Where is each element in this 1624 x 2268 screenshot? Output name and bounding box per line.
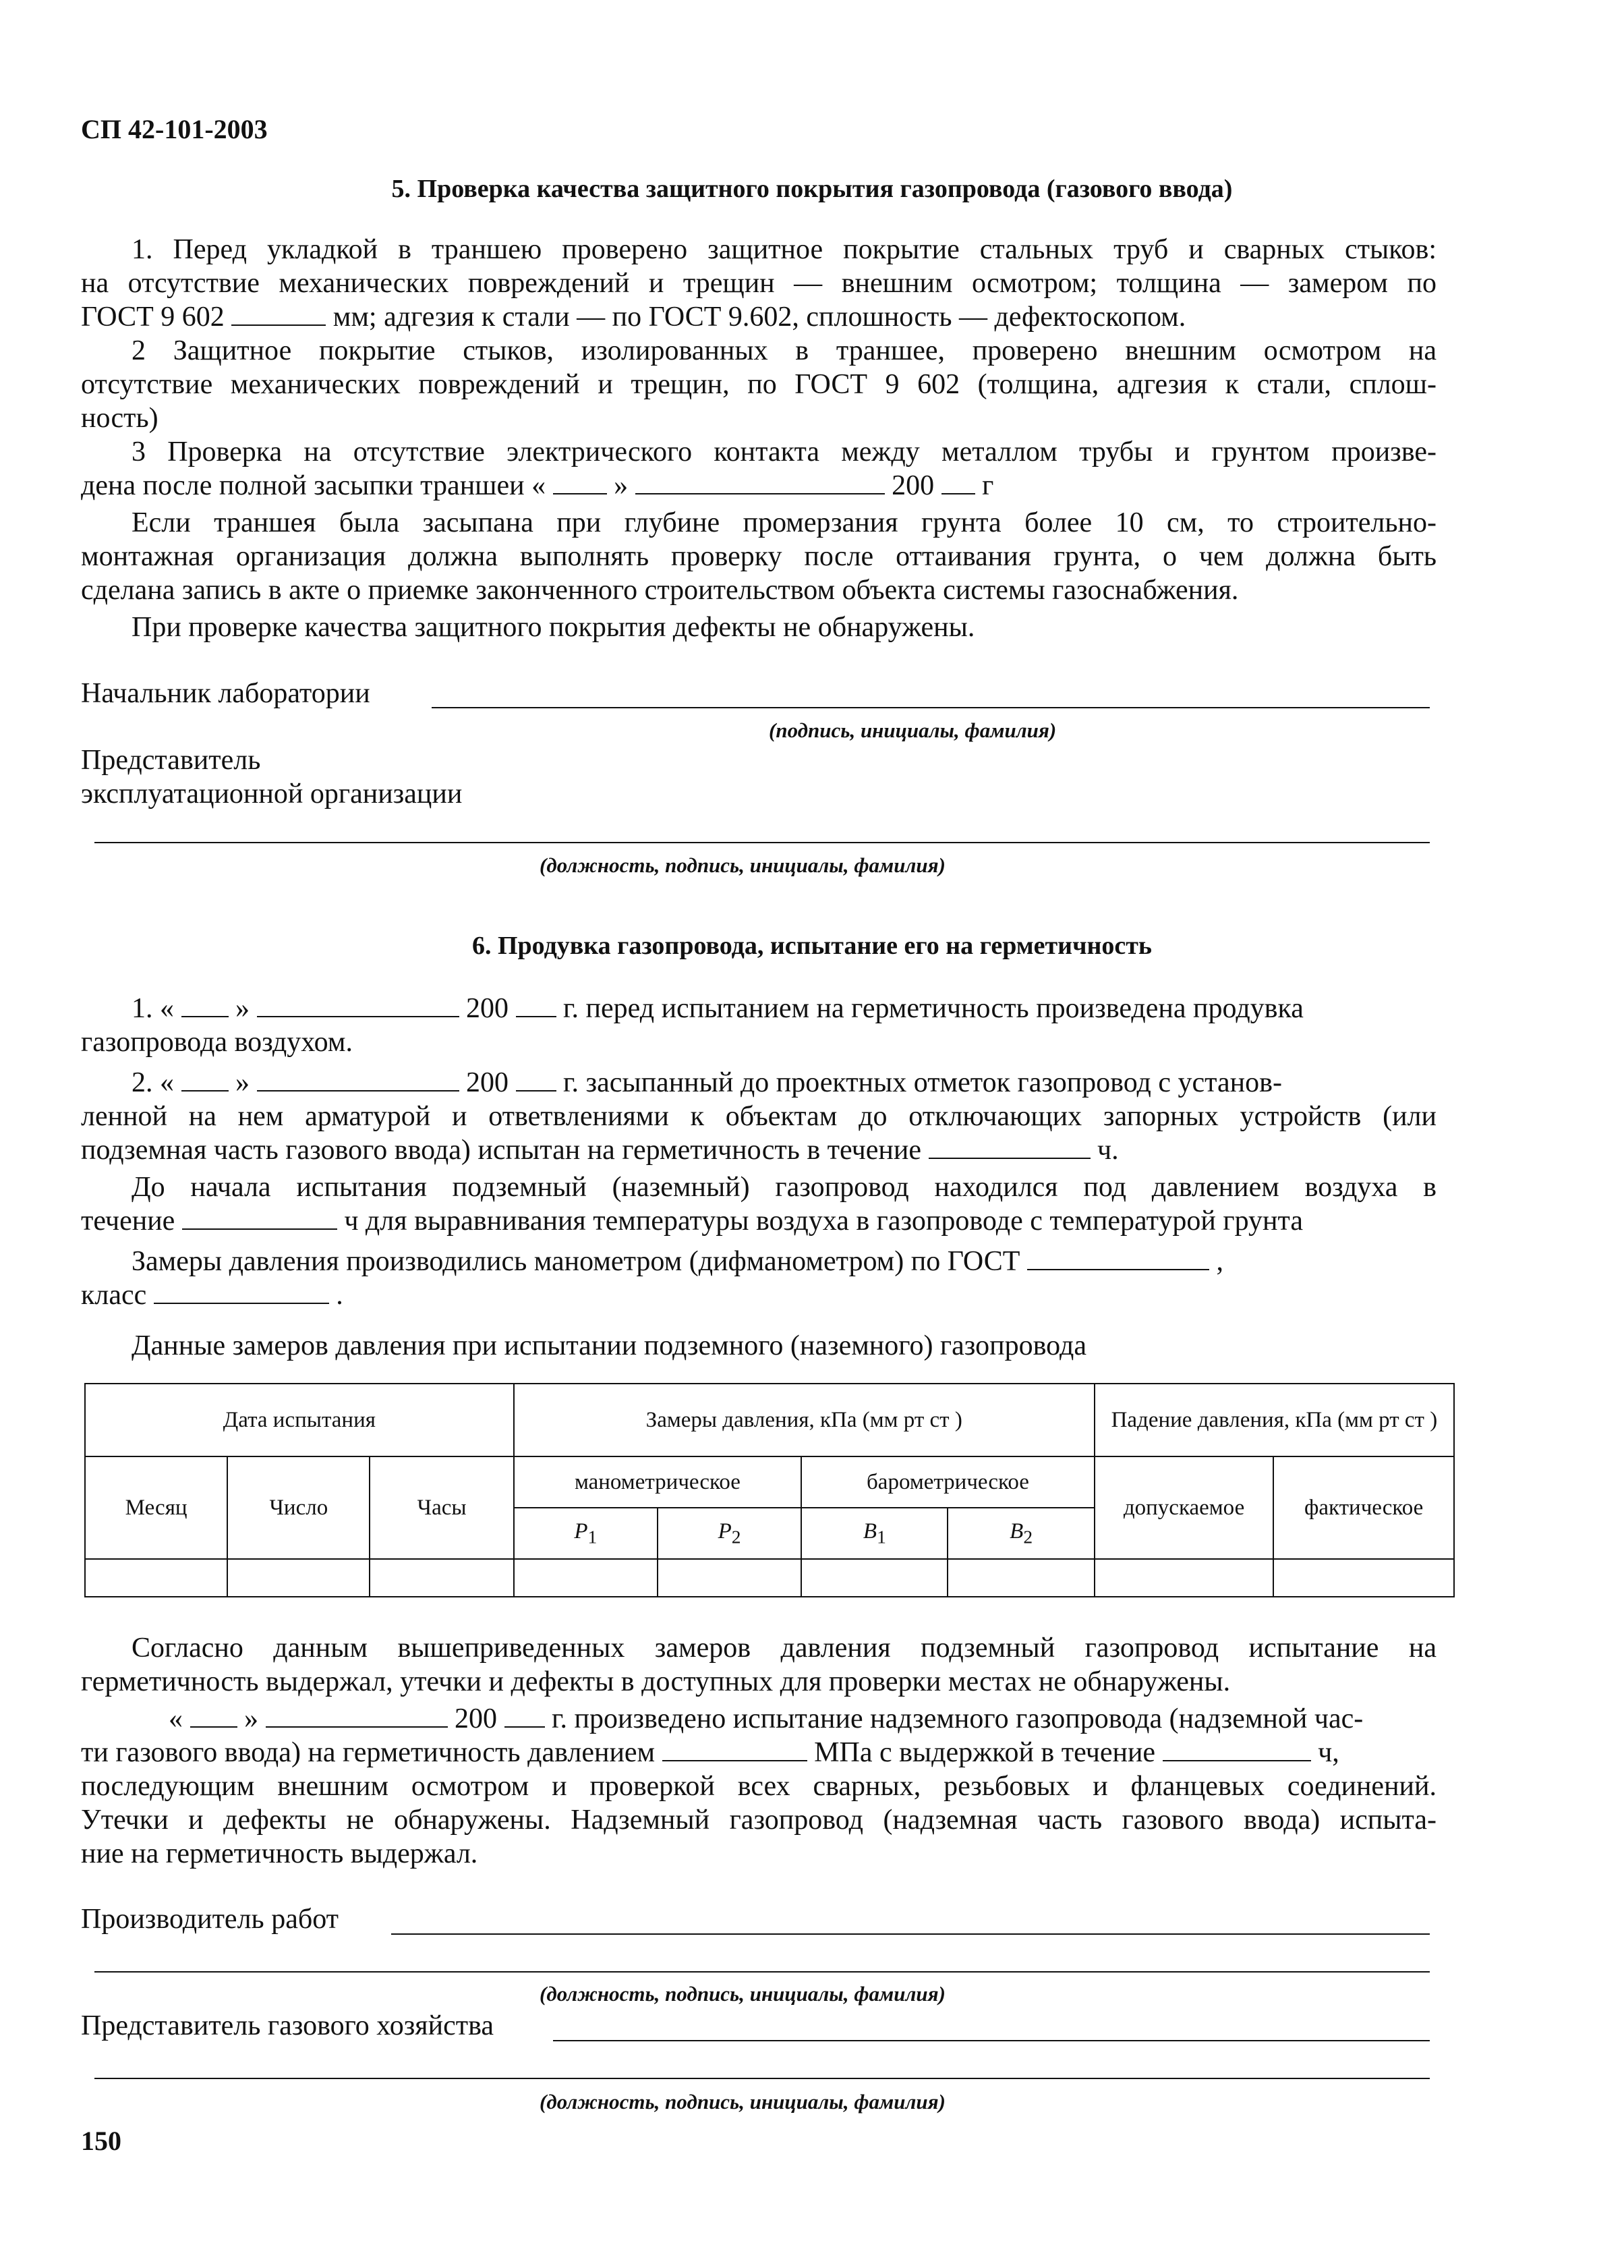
s6-p1-quote: »	[235, 993, 250, 1024]
table-row	[85, 1559, 1454, 1597]
signature-caption-3: (должность, подпись, инициалы, фамилия)	[540, 1982, 946, 2006]
s5-p3-text: дена после полной засыпки траншеи «	[81, 470, 546, 501]
signature-caption-1: (подпись, инициалы, фамилия)	[769, 718, 1057, 742]
s6-p6-line2-text: ти газового ввода) на герметичность давлением	[81, 1737, 656, 1768]
s6-p3-line2	[81, 1204, 1437, 1238]
year-prefix: 200	[892, 470, 935, 501]
lab-head-signature-line[interactable]	[432, 707, 1430, 708]
cell-b2[interactable]	[948, 1559, 1094, 1597]
s6-p1-line1	[81, 992, 1437, 1025]
header-pressure-drop: Падение давления, кПа (мм рт ст )	[1095, 1384, 1454, 1456]
s6-p5-line1: Согласно данным вышеприведенных замеров давления подземный газопровод испытание на	[132, 1633, 1437, 1664]
thickness-blank[interactable]	[231, 302, 326, 326]
header-allowed: допускаемое	[1095, 1456, 1274, 1559]
s6-p3-line1: До начала испытания подземный (наземный) газопровод находился под давлением воздуха в	[132, 1172, 1437, 1203]
s6-p4-text: Замеры давления производились манометром (дифманометром) по ГОСТ	[132, 1246, 1020, 1277]
s6-p6-mpa: МПа с выдержкой в течение	[814, 1737, 1156, 1768]
works-manager-signature-line[interactable]	[391, 1933, 1430, 1935]
quote-close: »	[614, 470, 629, 501]
class-blank[interactable]	[154, 1280, 329, 1304]
s5-p3-line1: 3 Проверка на отсутствие электрического контакта между металлом трубы и грунтом произве-	[132, 436, 1437, 467]
works-manager-label: Производитель работ	[81, 1904, 339, 1935]
s6-p6-line5: ние на герметичность выдержал.	[81, 1838, 478, 1869]
document-code: СП 42-101-2003	[81, 114, 268, 144]
lab-head-label: Начальник лаборатории	[81, 678, 370, 709]
representative-signature-line[interactable]	[94, 842, 1430, 843]
s6-p1-day-blank[interactable]	[181, 993, 229, 1017]
year-blank[interactable]	[941, 470, 975, 494]
s6-p2-line3-text: подземная часть газового ввода) испытан на герметичность в течение	[81, 1135, 921, 1166]
class-label: класс	[81, 1280, 147, 1311]
period: .	[336, 1280, 343, 1311]
s6-p6-hours: ч,	[1318, 1737, 1339, 1768]
s6-p2-year: 200	[466, 1067, 509, 1098]
section-6-title: 6. Продувка газопровода, испытание его на герметичность	[471, 932, 1153, 960]
s5-p5: При проверке качества защитного покрытия дефекты не обнаружены.	[132, 612, 975, 643]
duration-blank-1[interactable]	[929, 1135, 1091, 1159]
s6-p2-line3	[81, 1133, 1437, 1167]
s5-p4-line1: Если траншея была засыпана при глубине промерзания грунта более 10 см, то строительно-	[132, 507, 1437, 538]
gas-rep-signature-line[interactable]	[553, 2040, 1430, 2041]
page-number: 150	[81, 2126, 121, 2156]
cell-month[interactable]	[85, 1559, 227, 1597]
s5-p3-line2	[81, 469, 1437, 503]
s6-p6-line4: Утечки и дефекты не обнаружены. Надземный газопровод (надземная часть газового ввода) испыта-	[81, 1805, 1437, 1836]
gost-blank[interactable]	[1027, 1246, 1209, 1270]
gas-rep-position-line[interactable]	[94, 2078, 1430, 2079]
s6-p2-text: г. засыпанный до проектных отметок газопровод с установ-	[563, 1067, 1282, 1098]
s6-p6-year: 200	[455, 1703, 497, 1734]
s6-p1-year: 200	[466, 993, 509, 1024]
signature-caption-2: (должность, подпись, инициалы, фамилия)	[540, 853, 946, 877]
hold-duration-blank[interactable]	[1163, 1737, 1311, 1761]
header-p2: $P_2$	[658, 1508, 801, 1559]
s6-p2-num: 2. «	[132, 1067, 174, 1098]
representative-label-2: эксплуатационной организации	[81, 778, 463, 810]
s6-p2-line2: ленной на нем арматурой и ответвлениями к объектам до отключающих запорных устройств (или	[81, 1101, 1437, 1132]
s5-p1-line3	[81, 300, 1437, 334]
s6-p6-quote-close: »	[244, 1703, 258, 1734]
cell-day[interactable]	[227, 1559, 370, 1597]
s6-p3-text: ч для выравнивания температуры воздуха в газопроводе с температурой грунта	[344, 1206, 1304, 1237]
header-actual: фактическое	[1273, 1456, 1454, 1559]
s6-p1-year-blank[interactable]	[516, 993, 556, 1017]
pressure-table	[84, 1383, 1455, 1597]
s5-p2-line1: 2 Защитное покрытие стыков, изолированных в траншее, проверено внешним осмотром на	[132, 335, 1437, 366]
header-b2: $B_2$	[948, 1508, 1094, 1559]
s5-p2-line2: отсутствие механических повреждений и трещин, по ГОСТ 9 602 (толщина, адгезия к стали, сплош-	[81, 369, 1437, 400]
header-b1: $B_1$	[801, 1508, 948, 1559]
header-date: Дата испытания	[85, 1384, 514, 1456]
cell-b1[interactable]	[801, 1559, 948, 1597]
representative-label-1: Представитель	[81, 745, 261, 776]
header-manometric: манометрическое	[514, 1456, 802, 1508]
comma: ,	[1216, 1246, 1223, 1277]
s6-p6-month-blank[interactable]	[266, 1703, 448, 1728]
header-p1: $P_1$	[514, 1508, 658, 1559]
s5-p1-line3-text: мм; адгезия к стали — по ГОСТ 9.602, сплошность — дефектоскопом.	[332, 302, 1186, 333]
s6-p1-month-blank[interactable]	[257, 993, 459, 1017]
table-caption: Данные замеров давления при испытании подземного (наземного) газопровода	[132, 1330, 1086, 1361]
s6-p1-text: г. перед испытанием на герметичность произведена продувка	[563, 993, 1304, 1024]
s6-p2-month-blank[interactable]	[257, 1067, 459, 1092]
s6-p6-quote-open: «	[169, 1703, 183, 1734]
section-5-title: 5. Проверка качества защитного покрытия газопровода (газового ввода)	[391, 175, 1233, 203]
s5-gost-label: ГОСТ 9 602	[81, 302, 225, 333]
header-month: Месяц	[85, 1456, 227, 1559]
s6-p6-line2	[81, 1736, 1437, 1769]
month-blank[interactable]	[635, 470, 885, 494]
s5-p4-line2: монтажная организация должна выполнять проверку после оттаивания грунта, о чем должна быть	[81, 541, 1437, 572]
day-blank[interactable]	[553, 470, 607, 494]
gas-rep-label: Представитель газового хозяйства	[81, 2010, 494, 2041]
s6-p2-year-blank[interactable]	[516, 1067, 556, 1092]
s6-p2-quote: »	[235, 1067, 250, 1098]
s6-p6-line1	[81, 1702, 1437, 1736]
s6-p6-line3: последующим внешним осмотром и проверкой всех сварных, резьбовых и фланцевых соединений.	[81, 1771, 1437, 1802]
duration-blank-2[interactable]	[182, 1206, 337, 1230]
works-manager-position-line[interactable]	[94, 1971, 1430, 1973]
s6-p6-year-blank[interactable]	[504, 1703, 545, 1728]
s6-p5-line2: герметичность выдержал, утечки и дефекты в доступных для проверки местах не обнаружены.	[81, 1666, 1231, 1697]
s6-p6-day-blank[interactable]	[190, 1703, 237, 1728]
header-barometric: барометрическое	[801, 1456, 1095, 1508]
s6-p2-day-blank[interactable]	[181, 1067, 229, 1092]
hours-unit-1: ч.	[1097, 1135, 1119, 1166]
cell-actual[interactable]	[1273, 1559, 1454, 1597]
s6-p1-num: 1. «	[132, 993, 174, 1024]
cell-hours[interactable]	[370, 1559, 513, 1597]
pressure-blank[interactable]	[662, 1737, 807, 1761]
cell-p1[interactable]	[514, 1559, 658, 1597]
s6-p3-during: течение	[81, 1206, 175, 1237]
s6-p2-line1	[81, 1066, 1437, 1100]
s5-p1-line2: на отсутствие механических повреждений и трещин — внешним осмотром; толщина — замером по	[81, 268, 1437, 299]
cell-allowed[interactable]	[1095, 1559, 1274, 1597]
cell-p2[interactable]	[658, 1559, 801, 1597]
year-suffix: г	[982, 470, 994, 501]
s5-p1-line1: 1. Перед укладкой в траншею проверено защитное покрытие стальных труб и сварных стыков:	[132, 234, 1437, 265]
header-hours: Часы	[370, 1456, 513, 1559]
header-day: Число	[227, 1456, 370, 1559]
s6-p4-line2	[81, 1278, 1437, 1312]
s5-p4-line3: сделана запись в акте о приемке законченного строительством объекта системы газоснабжения.	[81, 575, 1239, 606]
header-measurements: Замеры давления, кПа (мм рт ст )	[514, 1384, 1095, 1456]
s5-p2-line3: ность)	[81, 403, 158, 434]
s6-p1-line2: газопровода воздухом.	[81, 1027, 353, 1058]
s6-p4-line1	[81, 1245, 1437, 1278]
s6-p6-text: г. произведено испытание надземного газопровода (надземной час-	[552, 1703, 1364, 1734]
signature-caption-4: (должность, подпись, инициалы, фамилия)	[540, 2090, 946, 2114]
